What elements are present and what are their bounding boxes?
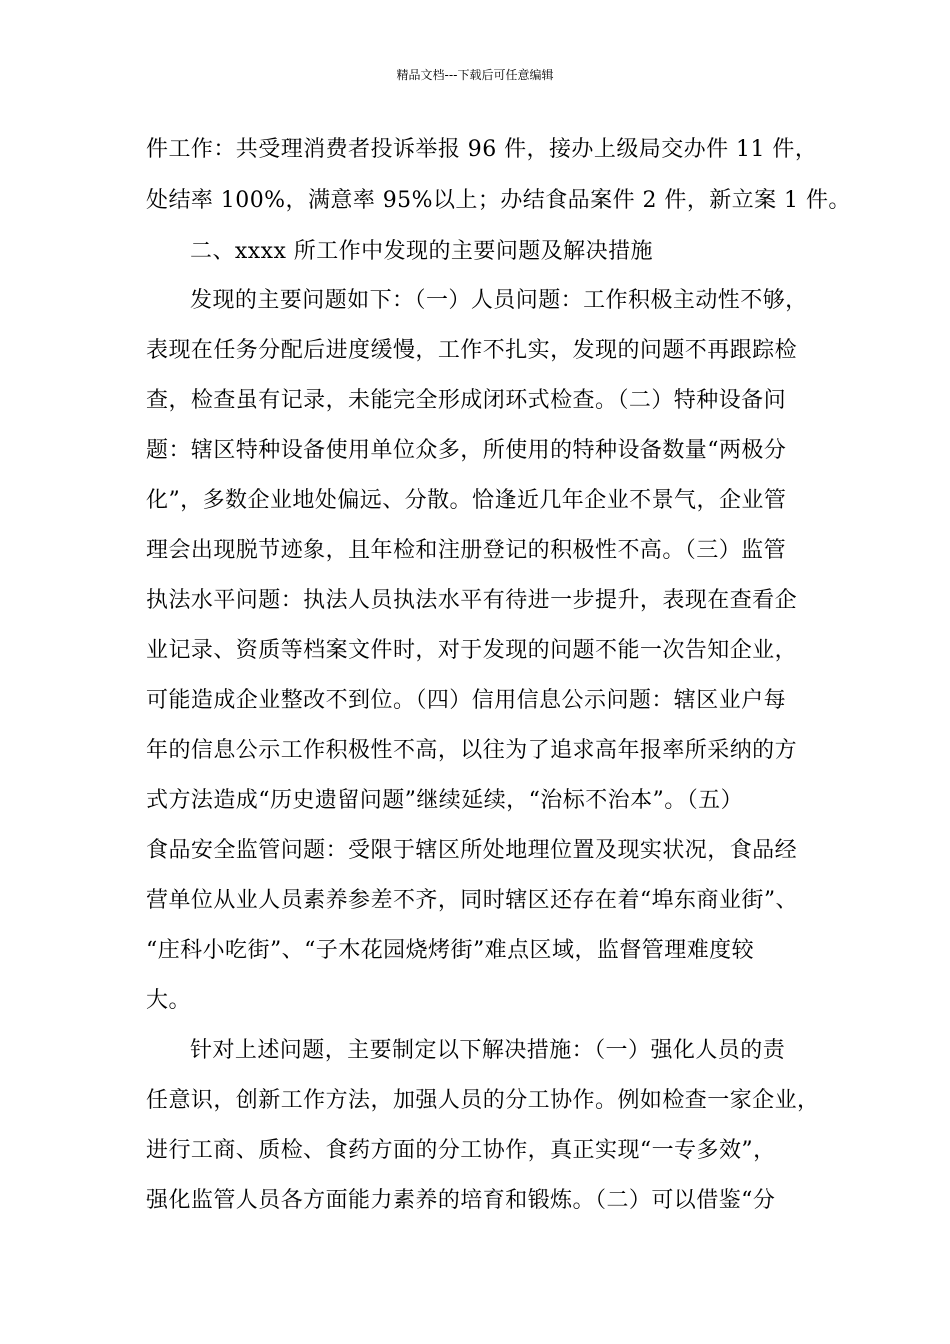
body-line-16: 营单位从业人员素养参差不齐，同时辖区还存在着“埠东商业街”、 [146,888,798,913]
body-line-20: 任意识，创新工作方法，加强人员的分工协作。例如检查一家企业， [146,1088,820,1113]
body-line-11: 业记录、资质等档案文件时，对于发现的问题不能一次告知企业， [146,638,798,663]
body-line-2: 处结率 100%，满意率 95%以上；办结食品案件 2 件，新立案 1 件。 [146,188,851,213]
body-line-9: 理会出现脱节迹象，且年检和注册登记的积极性不高。（三）监管 [146,538,787,563]
body-line-12: 可能造成企业整改不到位。（四）信用信息公示问题：辖区业户每 [146,688,787,713]
body-line-4: 发现的主要问题如下：（一）人员问题：工作积极主动性不够， [190,288,808,313]
body-line-22: 强化监管人员各方面能力素养的培育和锻炼。（二）可以借鉴“分 [146,1188,776,1213]
body-line-14: 式方法造成“历史遗留问题”继续延续，“治标不治本”。（五） [146,788,744,813]
body-line-15: 食品安全监管问题：受限于辖区所处地理位置及现实状况，食品经 [146,838,798,863]
body-line-19: 针对上述问题，主要制定以下解决措施：（一）强化人员的责 [190,1038,786,1063]
body-line-10: 执法水平问题：执法人员执法水平有待进一步提升，表现在查看企 [146,588,798,613]
body-line-18: 大。 [146,988,191,1013]
body-line-6: 查，检查虽有记录，未能完全形成闭环式检查。（二）特种设备问 [146,388,787,413]
body-line-7: 题：辖区特种设备使用单位众多，所使用的特种设备数量“两极分 [146,438,787,463]
section-heading: 二、xxxx 所工作中发现的主要问题及解决措施 [190,239,653,264]
body-line-13: 年的信息公示工作积极性不高，以往为了追求高年报率所采纳的方 [146,738,798,763]
body-line-17: “庄科小吃街”、“子木花园烧烤街”难点区域，监督管理难度较 [146,938,755,963]
body-line-1: 件工作：共受理消费者投诉举报 96 件，接办上级局交办件 11 件， [146,137,818,162]
page-header: 精品文档---下载后可任意编辑 [396,68,554,82]
body-line-8: 化”，多数企业地处偏远、分散。恰逢近几年企业不景气，企业管 [146,488,787,513]
body-line-21: 进行工商、质检、食药方面的分工协作，真正实现“一专多效”， [146,1138,776,1163]
body-line-5: 表现在任务分配后进度缓慢，工作不扎实，发现的问题不再跟踪检 [146,338,798,363]
